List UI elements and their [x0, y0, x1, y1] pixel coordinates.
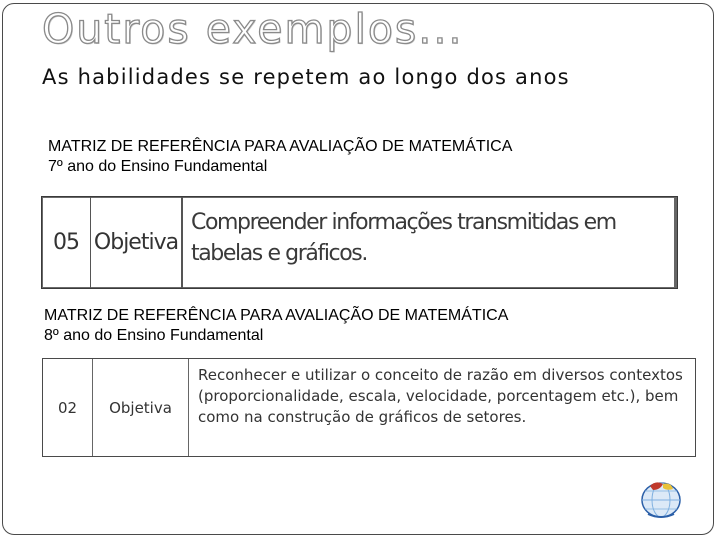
skill-table-8th-grade: [42, 358, 696, 457]
skill-number: 02: [43, 359, 93, 456]
skill-type: Objetiva: [93, 359, 189, 456]
matrix-heading: MATRIZ DE REFERÊNCIA PARA AVALIAÇÃO DE MATEMÁTICA: [48, 138, 513, 155]
skill-table-7th-grade: [41, 196, 678, 289]
skill-description: Compreender informações transmitidas em tabelas e gráficos.: [183, 197, 677, 288]
skill-type: Objetiva: [91, 197, 183, 288]
skill-number: 05: [42, 197, 91, 288]
slide-title: Outros exemplos...: [42, 5, 464, 53]
skill-description: Reconhecer e utilizar o conceito de razão em diversos contextos (proporcionalidade, escala, velocidade, porcentagem etc.), bem como na construção de gráficos de setores.: [198, 366, 683, 426]
globe-emblem-icon: [636, 478, 686, 520]
grade-label: 8º ano do Ensino Fundamental: [44, 327, 264, 344]
grade-label: 7º ano do Ensino Fundamental: [48, 158, 268, 175]
matrix-heading: MATRIZ DE REFERÊNCIA PARA AVALIAÇÃO DE MATEMÁTICA: [44, 307, 509, 324]
matrix-caption-7th-grade: [48, 137, 512, 177]
slide-subtitle: As habilidades se repetem ao longo dos anos: [42, 65, 570, 89]
matrix-caption-8th-grade: [44, 306, 508, 346]
